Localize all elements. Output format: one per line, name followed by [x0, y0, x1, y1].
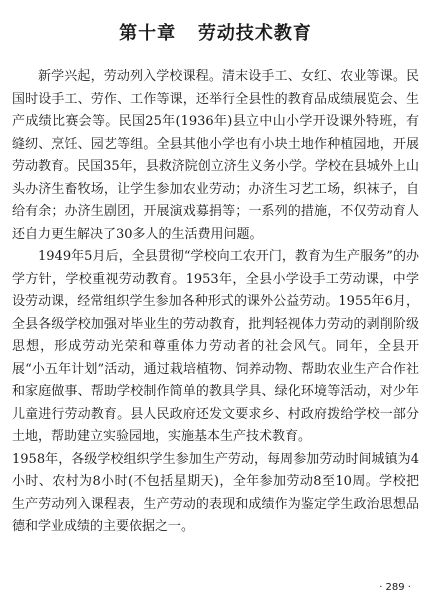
chapter-title: 第十章 劳动技术教育: [119, 23, 312, 44]
paragraph-1: 新学兴起，劳动列入学校课程。清末设手工、女红、农业等课。民国时设手工、劳作、工作等课，还举行全县性的教育品成绩展览会、生产成绩比赛会等。民国25年(1936年)县立中山小学开设课外特班，有缝纫、烹饪、园艺等组。全县其他小学也有小块土地作种植园地，开展劳动教育。民国35年，县救济院创立济生义务小学。学校在县城外上山头办济生畜牧场，让学生参加农业劳动；办济生习艺工场，织袜子，自给有余；办济生剧团，开展演戏募捐等；一系列的措施，不仅劳动育人还自力更生解决了30多人的生活费用问题。: [12, 69, 419, 242]
paragraph-3: 1958年，各级学校组织学生参加生产劳动，每周参加劳动时间城镇为4小时、农村为8小时(不包括星期天)，全年参加劳动8至10周。学校把生产劳动列入课程表，生产劳动的表现和成绩作为鉴定学生政治思想品德和学业成绩的主要依据之一。: [12, 451, 419, 534]
paragraph-2: 1949年5月后，全县贯彻“学校向工农开门，教育为生产服务”的办学方针，学校重视劳动教育。1953年，全县小学设手工劳动课，中学设劳动课，经常组织学生参加各种形式的课外公益劳动。1955年6月，全县各级学校加强对毕业生的劳动教育，批判轻视体力劳动的剥削阶级思想，形成劳动光荣和尊重体力劳动者的社会风气。同年，全县开展“小五年计划”活动，通过栽培植物、饲养动物、帮助农业生产合作社和家庭做事、帮助学校制作简单的教具学具、绿化环境等活动，对少年儿童进行劳动教育。县人民政府还发文要求乡、村政府拨给学校一部分土地，帮助建立实验园地，实施基本生产技术教育。: [12, 249, 419, 444]
page-number: · 289 ·: [379, 582, 411, 593]
